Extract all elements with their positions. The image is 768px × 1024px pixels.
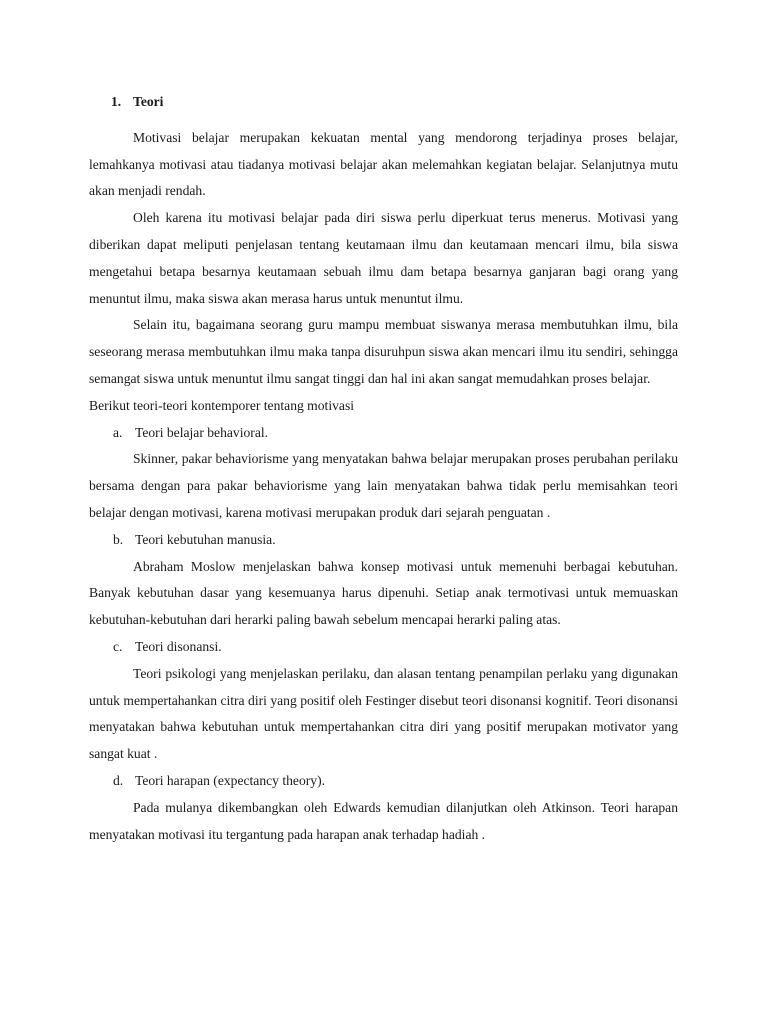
paragraph-intro-teori: Berikut teori-teori kontemporer tentang motivasi xyxy=(89,397,355,413)
section-heading xyxy=(89,89,678,116)
theory-item-heading xyxy=(89,634,678,661)
theory-letter: a. xyxy=(113,424,123,440)
theory-body: Teori psikologi yang menjelaskan perilaku, dan alasan tentang penampilan perlaku yang digunakan untuk mempertahankan citra diri yang positif oleh Festinger disebut teori disonansi kognitif. Teori disonansi menyatakan bahwa kebutuhan untuk mempertahankan citra diri yang positif merupakan motivator yang sangat kuat . xyxy=(89,665,678,762)
theory-item-heading xyxy=(89,527,678,554)
theory-body: Skinner, pakar behaviorisme yang menyatakan bahwa belajar merupakan proses perubahan perilaku bersama dengan para pakar behaviorisme yang lain menyatakan bahwa tidak perlu memisahkan teori belajar dengan motivasi, karena motivasi merupakan produk dari sejarah penguatan . xyxy=(89,451,678,520)
theory-letter: b. xyxy=(113,531,124,547)
theory-title: Teori harapan (expectancy theory). xyxy=(135,772,326,788)
theory-body: Pada mulanya dikembangkan oleh Edwards kemudian dilanjutkan oleh Atkinson. Teori harapan menyatakan motivasi itu tergantung pada harapan anak terhadap hadiah . xyxy=(89,799,678,842)
theory-item-heading xyxy=(89,768,678,795)
theory-title: Teori kebutuhan manusia. xyxy=(135,531,276,547)
theory-body: Abraham Moslow menjelaskan bahwa konsep motivasi untuk memenuhi berbagai kebutuhan. Banyak kebutuhan dasar yang kesemuanya harus dipenuhi. Setiap anak termotivasi untuk memuaskan kebutuhan-kebutuhan dari herarki paling bawah sebelum mencapai herarki paling atas. xyxy=(89,558,678,628)
theory-item-heading xyxy=(89,420,678,447)
theory-title: Teori disonansi. xyxy=(135,638,222,654)
paragraph-peran-guru: Selain itu, bagaimana seorang guru mampu membuat siswanya merasa membutuhkan ilmu, bila seseorang merasa membutuhkan ilmu maka tanpa disuruhpun siswa akan mencari ilmu itu sendiri, sehingga semangat siswa untuk menuntut ilmu sangat tinggi dan hal ini akan sangat memudahkan proses belajar. xyxy=(89,317,678,386)
section-title: Teori xyxy=(133,94,164,109)
paragraph-penguatan-motivasi: Oleh karena itu motivasi belajar pada diri siswa perlu diperkuat terus menerus. Motivasi yang diberikan dapat meliputi penjelasan tentang keutamaan ilmu dan keutamaan mencari ilmu, bila siswa mengetahui betapa besarnya keutamaan sebuah ilmu dam betapa besarnya ganjaran bagi orang yang menuntut ilmu, maka siswa akan merasa harus untuk menuntut ilmu. xyxy=(89,210,678,306)
document-content xyxy=(89,89,678,848)
section-number: 1. xyxy=(111,94,122,109)
theory-title: Teori belajar behavioral. xyxy=(135,424,269,440)
theory-letter: c. xyxy=(113,638,123,654)
theory-letter: d. xyxy=(113,772,124,788)
paragraph-motivasi-belajar: Motivasi belajar merupakan kekuatan mental yang mendorong terjadinya proses belajar, lemahkanya motivasi atau tiadanya motivasi belajar akan melemahkan kegiatan belajar. Selanjutnya mutu akan menjadi rendah. xyxy=(89,129,678,199)
